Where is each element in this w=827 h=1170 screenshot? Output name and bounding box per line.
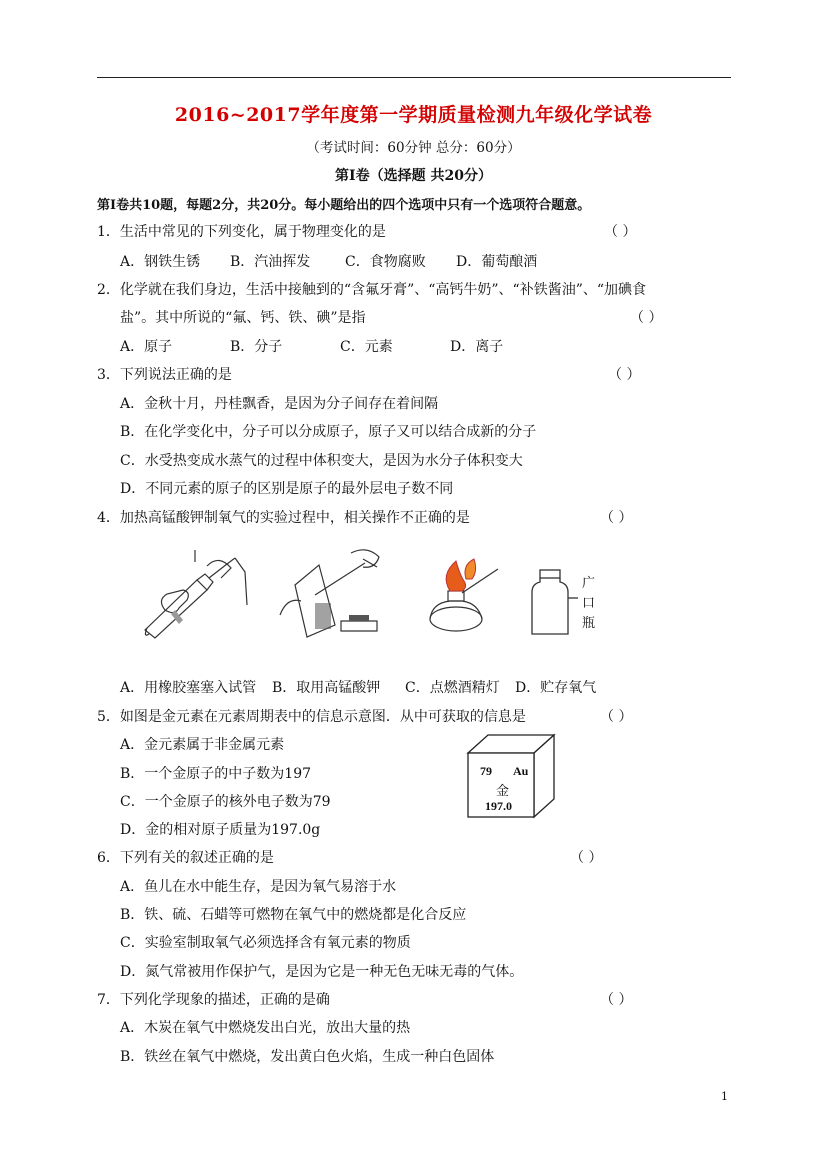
option: D．贮存氧气: [515, 680, 597, 696]
section-heading: 第Ⅰ卷（选择题 共20分）: [335, 168, 492, 184]
option: C．一个金原子的核外电子数为79: [120, 794, 331, 810]
bottle-label: 口: [582, 596, 596, 611]
option: A．木炭在氧气中燃烧发出白光，放出大量的热: [120, 1020, 411, 1036]
exam-title: 2016~2017学年度第一学期质量检测九年级化学试卷: [174, 104, 653, 126]
answer-paren: （ ）: [570, 850, 603, 866]
wide-mouth-bottle-figure: [528, 568, 578, 638]
exam-subtitle: （考试时间：60分钟 总分：60分）: [306, 140, 521, 156]
element-name: 金: [496, 784, 510, 799]
option: A．金秋十月，丹桂飘香，是因为分子间存在着间隔: [120, 396, 439, 412]
question-stem: 5．如图是金元素在元素周期表中的信息示意图．从中可获取的信息是: [97, 709, 526, 725]
question-stem: 4．加热高锰酸钾制氧气的实验过程中，相关操作不正确的是: [97, 510, 470, 526]
answer-paren: （ ）: [600, 709, 633, 725]
option: B．一个金原子的中子数为197: [120, 766, 312, 782]
option: A．用橡胶塞塞入试管: [120, 680, 257, 696]
option: D．葡萄酿酒: [456, 254, 538, 270]
option: A．原子: [120, 339, 173, 355]
option: B．汽油挥发: [230, 254, 311, 270]
test-tube-stopper-figure: [135, 550, 255, 640]
answer-paren: （ ）: [600, 992, 633, 1008]
option: C．食物腐败: [345, 254, 426, 270]
answer-paren: （ ）: [604, 224, 637, 240]
question-stem: 6．下列有关的叙述正确的是: [97, 850, 274, 866]
option: D．不同元素的原子的区别是原子的最外层电子数不同: [120, 481, 454, 497]
question-stem: 7．下列化学现象的描述，正确的是确: [97, 992, 330, 1008]
option: B．铁、硫、石蜡等可燃物在氧气中的燃烧都是化合反应: [120, 907, 467, 923]
answer-paren: （ ）: [608, 367, 641, 383]
option: B．铁丝在氧气中燃烧，发出黄白色火焰，生成一种白色固体: [120, 1049, 495, 1065]
option: D．氮气常被用作保护气，是因为它是一种无色无味无毒的气体。: [120, 964, 524, 980]
element-symbol: Au: [513, 764, 529, 778]
light-alcohol-lamp-figure: [420, 555, 510, 640]
option: B．在化学变化中，分子可以分成原子，原子又可以结合成新的分子: [120, 424, 537, 440]
page-number: 1: [721, 1090, 728, 1103]
option: B．分子: [230, 339, 283, 355]
question-stem: 3．下列说法正确的是: [97, 367, 232, 383]
option: B．取用高锰酸钾: [272, 680, 381, 696]
option: C．点燃酒精灯: [405, 680, 500, 696]
element-atomic-number: 79: [480, 764, 492, 778]
bottle-label: 广: [582, 576, 596, 591]
header-rule: [97, 77, 731, 78]
take-potassium-permanganate-figure: [275, 545, 385, 640]
option: A．鱼儿在水中能生存，是因为氧气易溶于水: [120, 879, 397, 895]
question-stem: 1．生活中常见的下列变化，属于物理变化的是: [97, 224, 386, 240]
bottle-label: 瓶: [582, 616, 596, 631]
question-stem-continued: 盐”。其中所说的“氟、钙、铁、碘”是指: [120, 310, 366, 326]
option: A．金元素属于非金属元素: [120, 737, 285, 753]
answer-paren: （ ）: [630, 310, 663, 326]
section-instructions: 第Ⅰ卷共10题，每题2分，共20分。每小题给出的四个选项中只有一个选项符合题意。: [97, 198, 591, 213]
answer-paren: （ ）: [600, 510, 633, 526]
element-atomic-mass: 197.0: [485, 799, 512, 813]
option: A．钢铁生锈: [120, 254, 201, 270]
question-stem: 2．化学就在我们身边，生活中接触到的“含氟牙膏”、“高钙牛奶”、“补铁酱油”、“加碘食: [97, 282, 647, 298]
option: C．元素: [340, 339, 393, 355]
option: C．实验室制取氧气必须选择含有氧元素的物质: [120, 935, 411, 951]
option: C．水受热变成水蒸气的过程中体积变大，是因为水分子体积变大: [120, 453, 523, 469]
option: D．金的相对原子质量为197.0g: [120, 822, 321, 838]
option: D．离子: [450, 339, 504, 355]
